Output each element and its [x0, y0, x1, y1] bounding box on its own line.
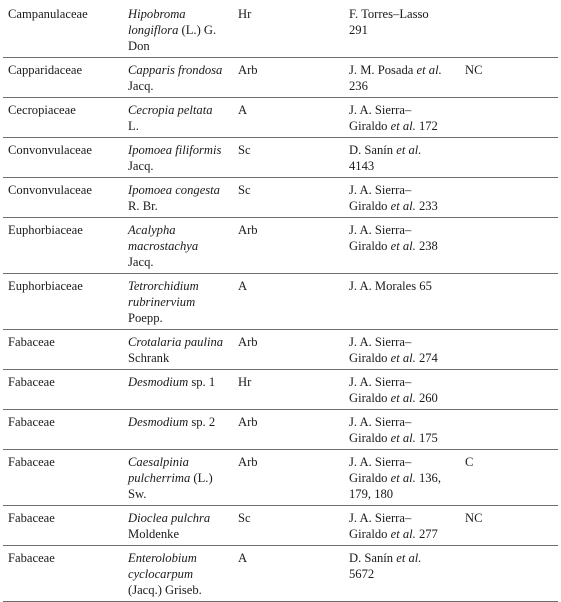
species-name: Enterolobium cyclocarpum	[128, 551, 197, 581]
family-cell: Capparidaceae	[3, 58, 128, 98]
status-cell	[465, 178, 558, 218]
collector-number: 274	[415, 351, 438, 365]
habit-cell: Sc	[238, 178, 349, 218]
species-name: Hipobroma longiflora	[128, 7, 186, 37]
collector-name: J. A. Morales 65	[349, 279, 432, 293]
table-row	[3, 178, 558, 218]
species-authority: sp. 1	[188, 375, 216, 389]
table-row	[3, 370, 558, 410]
species-name: Caesalpinia pulcherrima	[128, 455, 191, 485]
collector-etal: et al.	[390, 391, 416, 405]
collector-name: J. A. Sierra–Giraldo	[349, 183, 412, 213]
collector-cell	[349, 370, 465, 410]
habit-cell: Arb	[238, 58, 349, 98]
status-cell	[465, 330, 558, 370]
family-cell: Convonvulaceae	[3, 138, 128, 178]
collector-etal: et al.	[390, 199, 416, 213]
family-cell: Fabaceae	[3, 450, 128, 506]
table-row	[3, 138, 558, 178]
species-name: Ipomoea filiformis	[128, 143, 222, 157]
species-cell	[128, 178, 238, 218]
collector-cell	[349, 58, 465, 98]
family-cell: Cecropiaceae	[3, 98, 128, 138]
species-authority: Poepp.	[128, 311, 163, 325]
habit-cell: A	[238, 274, 349, 330]
species-authority: (L.) Sw.	[128, 471, 213, 501]
species-name: Tetrorchidium rubrinervium	[128, 279, 199, 309]
table-row	[3, 450, 558, 506]
collector-cell	[349, 274, 465, 330]
species-cell	[128, 410, 238, 450]
collector-etal: et al.	[396, 143, 422, 157]
habit-cell: Sc	[238, 138, 349, 178]
family-cell: Campanulaceae	[3, 2, 128, 58]
species-authority: Schrank	[128, 351, 170, 365]
habit-cell: Arb	[238, 218, 349, 274]
collector-cell	[349, 506, 465, 546]
collector-cell	[349, 178, 465, 218]
family-cell: Convonvulaceae	[3, 178, 128, 218]
habit-cell: Arb	[238, 450, 349, 506]
table-row	[3, 410, 558, 450]
species-name: Crotalaria paulina	[128, 335, 224, 349]
table-row	[3, 546, 558, 602]
species-cell	[128, 506, 238, 546]
collector-name: D. Sanín	[349, 551, 397, 565]
collector-cell	[349, 330, 465, 370]
status-cell	[465, 218, 558, 274]
collector-number: 136, 179, 180	[349, 471, 441, 501]
collector-number: 172	[415, 119, 438, 133]
species-cell	[128, 370, 238, 410]
species-cell	[128, 58, 238, 98]
collector-cell	[349, 218, 465, 274]
collector-name: J. A. Sierra–Giraldo	[349, 223, 412, 253]
collector-etal: et al.	[416, 63, 442, 77]
collector-number: 175	[415, 431, 438, 445]
status-cell	[465, 410, 558, 450]
family-cell: Euphorbiaceae	[3, 218, 128, 274]
species-cell	[128, 546, 238, 602]
collector-number: 233	[415, 199, 438, 213]
collector-etal: et al.	[396, 551, 422, 565]
species-authority: Jacq.	[128, 159, 154, 173]
species-table	[3, 2, 558, 602]
species-authority: sp. 2	[188, 415, 216, 429]
collector-name: J. A. Sierra–Giraldo	[349, 375, 412, 405]
family-cell: Fabaceae	[3, 546, 128, 602]
species-authority: (L.) G. Don	[128, 23, 217, 53]
collector-etal: et al.	[390, 239, 416, 253]
habit-cell: Arb	[238, 410, 349, 450]
collector-number: 5672	[349, 567, 375, 581]
habit-cell: A	[238, 546, 349, 602]
habit-cell: Hr	[238, 2, 349, 58]
collector-number: 277	[415, 527, 438, 541]
species-cell	[128, 218, 238, 274]
family-cell: Fabaceae	[3, 410, 128, 450]
species-cell	[128, 138, 238, 178]
collector-cell	[349, 450, 465, 506]
collector-etal: et al.	[390, 471, 416, 485]
status-cell	[465, 370, 558, 410]
family-cell: Fabaceae	[3, 370, 128, 410]
species-authority: Jacq.	[128, 79, 154, 93]
family-cell: Euphorbiaceae	[3, 274, 128, 330]
collector-cell	[349, 138, 465, 178]
collector-etal: et al.	[390, 431, 416, 445]
table-row	[3, 330, 558, 370]
species-authority: (Jacq.) Griseb.	[128, 583, 202, 597]
species-authority: Moldenke	[128, 527, 180, 541]
table-row	[3, 218, 558, 274]
collector-number: 4143	[349, 159, 375, 173]
collector-name: J. A. Sierra–Giraldo	[349, 455, 412, 485]
collector-name: J. A. Sierra–Giraldo	[349, 415, 412, 445]
habit-cell: A	[238, 98, 349, 138]
collector-cell	[349, 2, 465, 58]
species-table-body	[3, 2, 558, 602]
species-name: Ipomoea congesta	[128, 183, 220, 197]
status-cell	[465, 98, 558, 138]
species-name: Dioclea pulchra	[128, 511, 211, 525]
table-row	[3, 58, 558, 98]
collector-etal: et al.	[390, 527, 416, 541]
status-cell	[465, 274, 558, 330]
table-row	[3, 2, 558, 58]
table-row	[3, 98, 558, 138]
table-row	[3, 506, 558, 546]
collector-name: J. A. Sierra–Giraldo	[349, 511, 412, 541]
collector-number: 236	[349, 79, 368, 93]
collector-etal: et al.	[390, 351, 416, 365]
species-cell	[128, 330, 238, 370]
status-cell: NC	[465, 58, 558, 98]
collector-name: J. A. Sierra–Giraldo	[349, 103, 412, 133]
collector-cell	[349, 546, 465, 602]
species-cell	[128, 274, 238, 330]
collector-cell	[349, 410, 465, 450]
collector-number: 238	[415, 239, 438, 253]
species-cell	[128, 98, 238, 138]
family-cell: Fabaceae	[3, 330, 128, 370]
table-row	[3, 274, 558, 330]
collector-number: 260	[415, 391, 438, 405]
species-name: Cecropia peltata	[128, 103, 213, 117]
species-name: Desmodium	[128, 415, 189, 429]
collector-name: J. A. Sierra–Giraldo	[349, 335, 412, 365]
status-cell	[465, 138, 558, 178]
species-authority: Jacq.	[128, 255, 154, 269]
species-authority: L.	[128, 119, 139, 133]
status-cell	[465, 2, 558, 58]
status-cell	[465, 546, 558, 602]
species-cell	[128, 450, 238, 506]
collector-name: F. Torres–Lasso 291	[349, 7, 429, 37]
habit-cell: Hr	[238, 370, 349, 410]
status-cell: C	[465, 450, 558, 506]
collector-etal: et al.	[390, 119, 416, 133]
species-name: Desmodium	[128, 375, 189, 389]
collector-cell	[349, 98, 465, 138]
collector-name: D. Sanín	[349, 143, 397, 157]
species-authority: R. Br.	[128, 199, 158, 213]
species-name: Capparis frondosa	[128, 63, 223, 77]
species-cell	[128, 2, 238, 58]
habit-cell: Arb	[238, 330, 349, 370]
habit-cell: Sc	[238, 506, 349, 546]
collector-name: J. M. Posada	[349, 63, 417, 77]
species-name: Acalypha macrostachya	[128, 223, 199, 253]
status-cell: NC	[465, 506, 558, 546]
family-cell: Fabaceae	[3, 506, 128, 546]
